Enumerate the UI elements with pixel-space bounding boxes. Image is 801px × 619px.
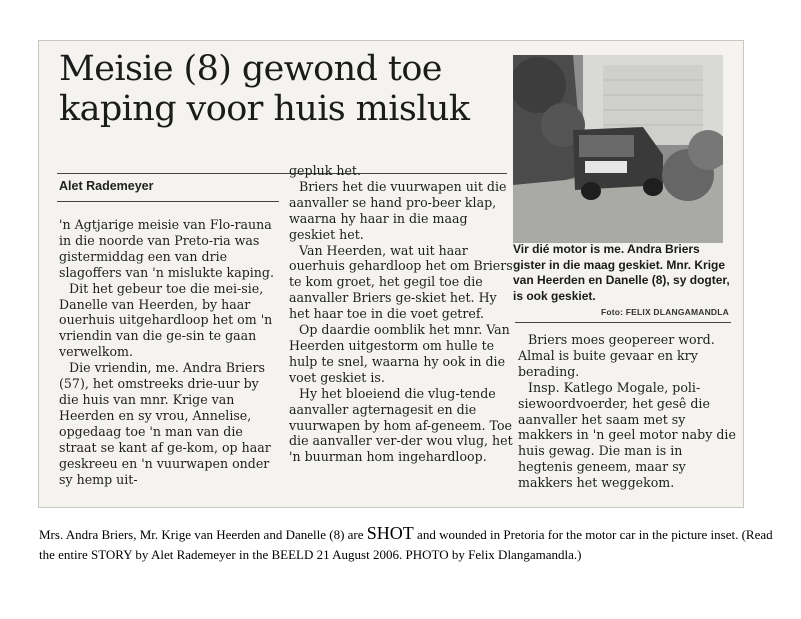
article-column-3 bbox=[518, 332, 740, 491]
article-column-1 bbox=[59, 217, 279, 487]
caption-rule bbox=[515, 322, 731, 323]
paragraph: Van Heerden, wat uit haar ouerhuis gehardloop het om Briers te kom groet, het gegil toe die aanvaller Briers ge-skiet het. Hy het haar toe in die voet getref. bbox=[289, 242, 513, 322]
paragraph: 'n Agtjarige meisie van Flo-rauna in die noorde van Preto-ria was gistermiddag een van drie slagoffers van 'n mislukte kaping. bbox=[59, 217, 274, 280]
paragraph: Briers moes geopereer word. Almal is buite gevaar en kry berading. bbox=[518, 332, 715, 379]
newspaper-clipping bbox=[38, 40, 744, 508]
photo-credit: Foto: FELIX DLANGAMANDLA bbox=[600, 307, 729, 317]
paragraph: Hy het bloeiend die vlug-tende aanvaller agternagesit en die vuurwapen by hom af-geneem. Toe die aanvaller ver-der wou vlug, het 'n buurman hom ingehardloop. bbox=[289, 385, 513, 465]
note-shot-word: SHOT bbox=[366, 523, 414, 543]
headline-line-2: kaping voor huis misluk bbox=[59, 89, 470, 129]
car-photo-image bbox=[513, 55, 723, 243]
photo-caption: Vir dié motor is me. Andra Briers gister in die maag geskiet. Mnr. Krige van Heerden en Danelle (8), sy dogter, is ook geskiet. bbox=[513, 242, 730, 303]
paragraph: Die vriendin, me. Andra Briers (57), het omstreeks drie-uur by die huis van mnr. Krige van Heerden en sy vrou, Annelise, opgedaag toe 'n man van die straat se kant af ge-kom, op haar geskreeu en 'n vuurwapen onder sy hemp uit- bbox=[59, 360, 271, 487]
paragraph: Briers het die vuurwapen uit die aanvaller se hand pro-beer klap, waarna hy haar in die maag geskiet het. bbox=[289, 178, 507, 242]
paragraph: Dit het gebeur toe die mei-sie, Danelle van Heerden, by haar ouerhuis uitgehardloop het om 'n vriendin van die ge-sin te gaan verwelkom. bbox=[59, 280, 273, 360]
paragraph: Op daardie oomblik het mnr. Van Heerden uitgestorm om hulle te hulp te snel, waarna hy ook in die voet geskiet is. bbox=[289, 322, 510, 385]
paragraph: Insp. Katlego Mogale, poli-siewoordvoerder, het gesê die aanvaller het saam met sy makkers in 'n geel motor naby die huis gewag. Die man is in hegtenis geneem, maar sy makkers het weggekom. bbox=[518, 379, 736, 491]
byline-rule-bottom bbox=[57, 201, 279, 202]
article-column-2 bbox=[289, 163, 515, 465]
headline bbox=[59, 49, 509, 129]
byline: Alet Rademeyer bbox=[59, 179, 154, 193]
note-text-start: Mrs. Andra Briers, Mr. Krige van Heerden and Danelle (8) are bbox=[39, 527, 367, 542]
note-text-end: and wounded in Pretoria for the motor car in the picture inset. (Read the entire STORY by Alet Rademeyer in the BEELD 21 August 2006. PHOTO by Felix Dlangamandla.) bbox=[39, 527, 773, 562]
paragraph: gepluk het. bbox=[289, 163, 361, 178]
car-photo bbox=[513, 55, 723, 243]
headline-line-1: Meisie (8) gewond toe bbox=[59, 49, 442, 89]
english-summary-note bbox=[39, 523, 779, 565]
